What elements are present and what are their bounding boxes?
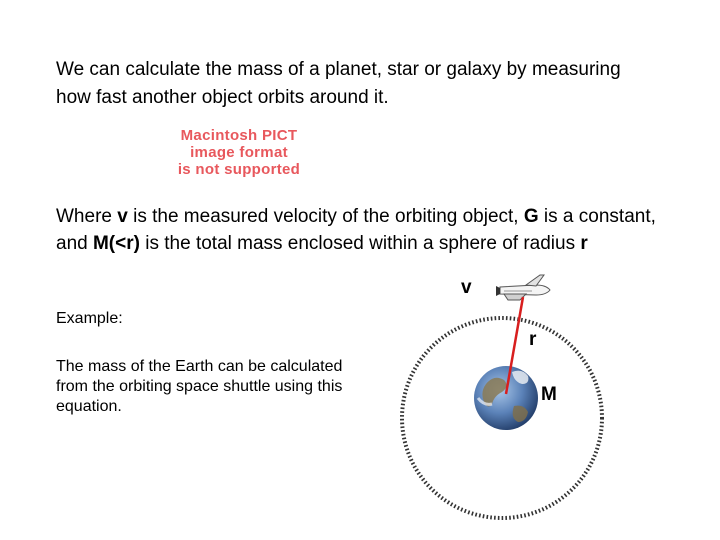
definition-text-4: is the total mass enclosed within a sphere of radius <box>139 233 581 254</box>
enclosed-mass-symbol: M(<r) <box>92 233 140 254</box>
velocity-symbol: v <box>117 206 128 227</box>
radius-label: r <box>529 329 537 350</box>
space-shuttle-icon <box>496 275 550 300</box>
example-text: The mass of the Earth can be calculated from the orbiting space shuttle using this equation. <box>56 358 343 415</box>
intro-paragraph: We can calculate the mass of a planet, star or galaxy by measuring how fast another object orbits around it. <box>56 59 621 108</box>
definition-text-3: is a constant, and <box>56 206 656 254</box>
gravity-constant-symbol: G <box>523 206 539 227</box>
pict-line-1: Macintosh PICT <box>180 127 298 144</box>
earth-icon <box>474 366 538 430</box>
radius-symbol: r <box>580 233 588 254</box>
pict-line-2: image format <box>190 144 288 161</box>
pict-line-3: is not supported <box>177 161 301 178</box>
mass-label: M <box>541 384 557 405</box>
definition-text-1: Where <box>56 206 118 227</box>
definition-text-2: is the measured velocity of the orbiting object, <box>127 206 524 227</box>
velocity-label: v <box>461 277 472 298</box>
example-label: Example: <box>56 310 123 327</box>
